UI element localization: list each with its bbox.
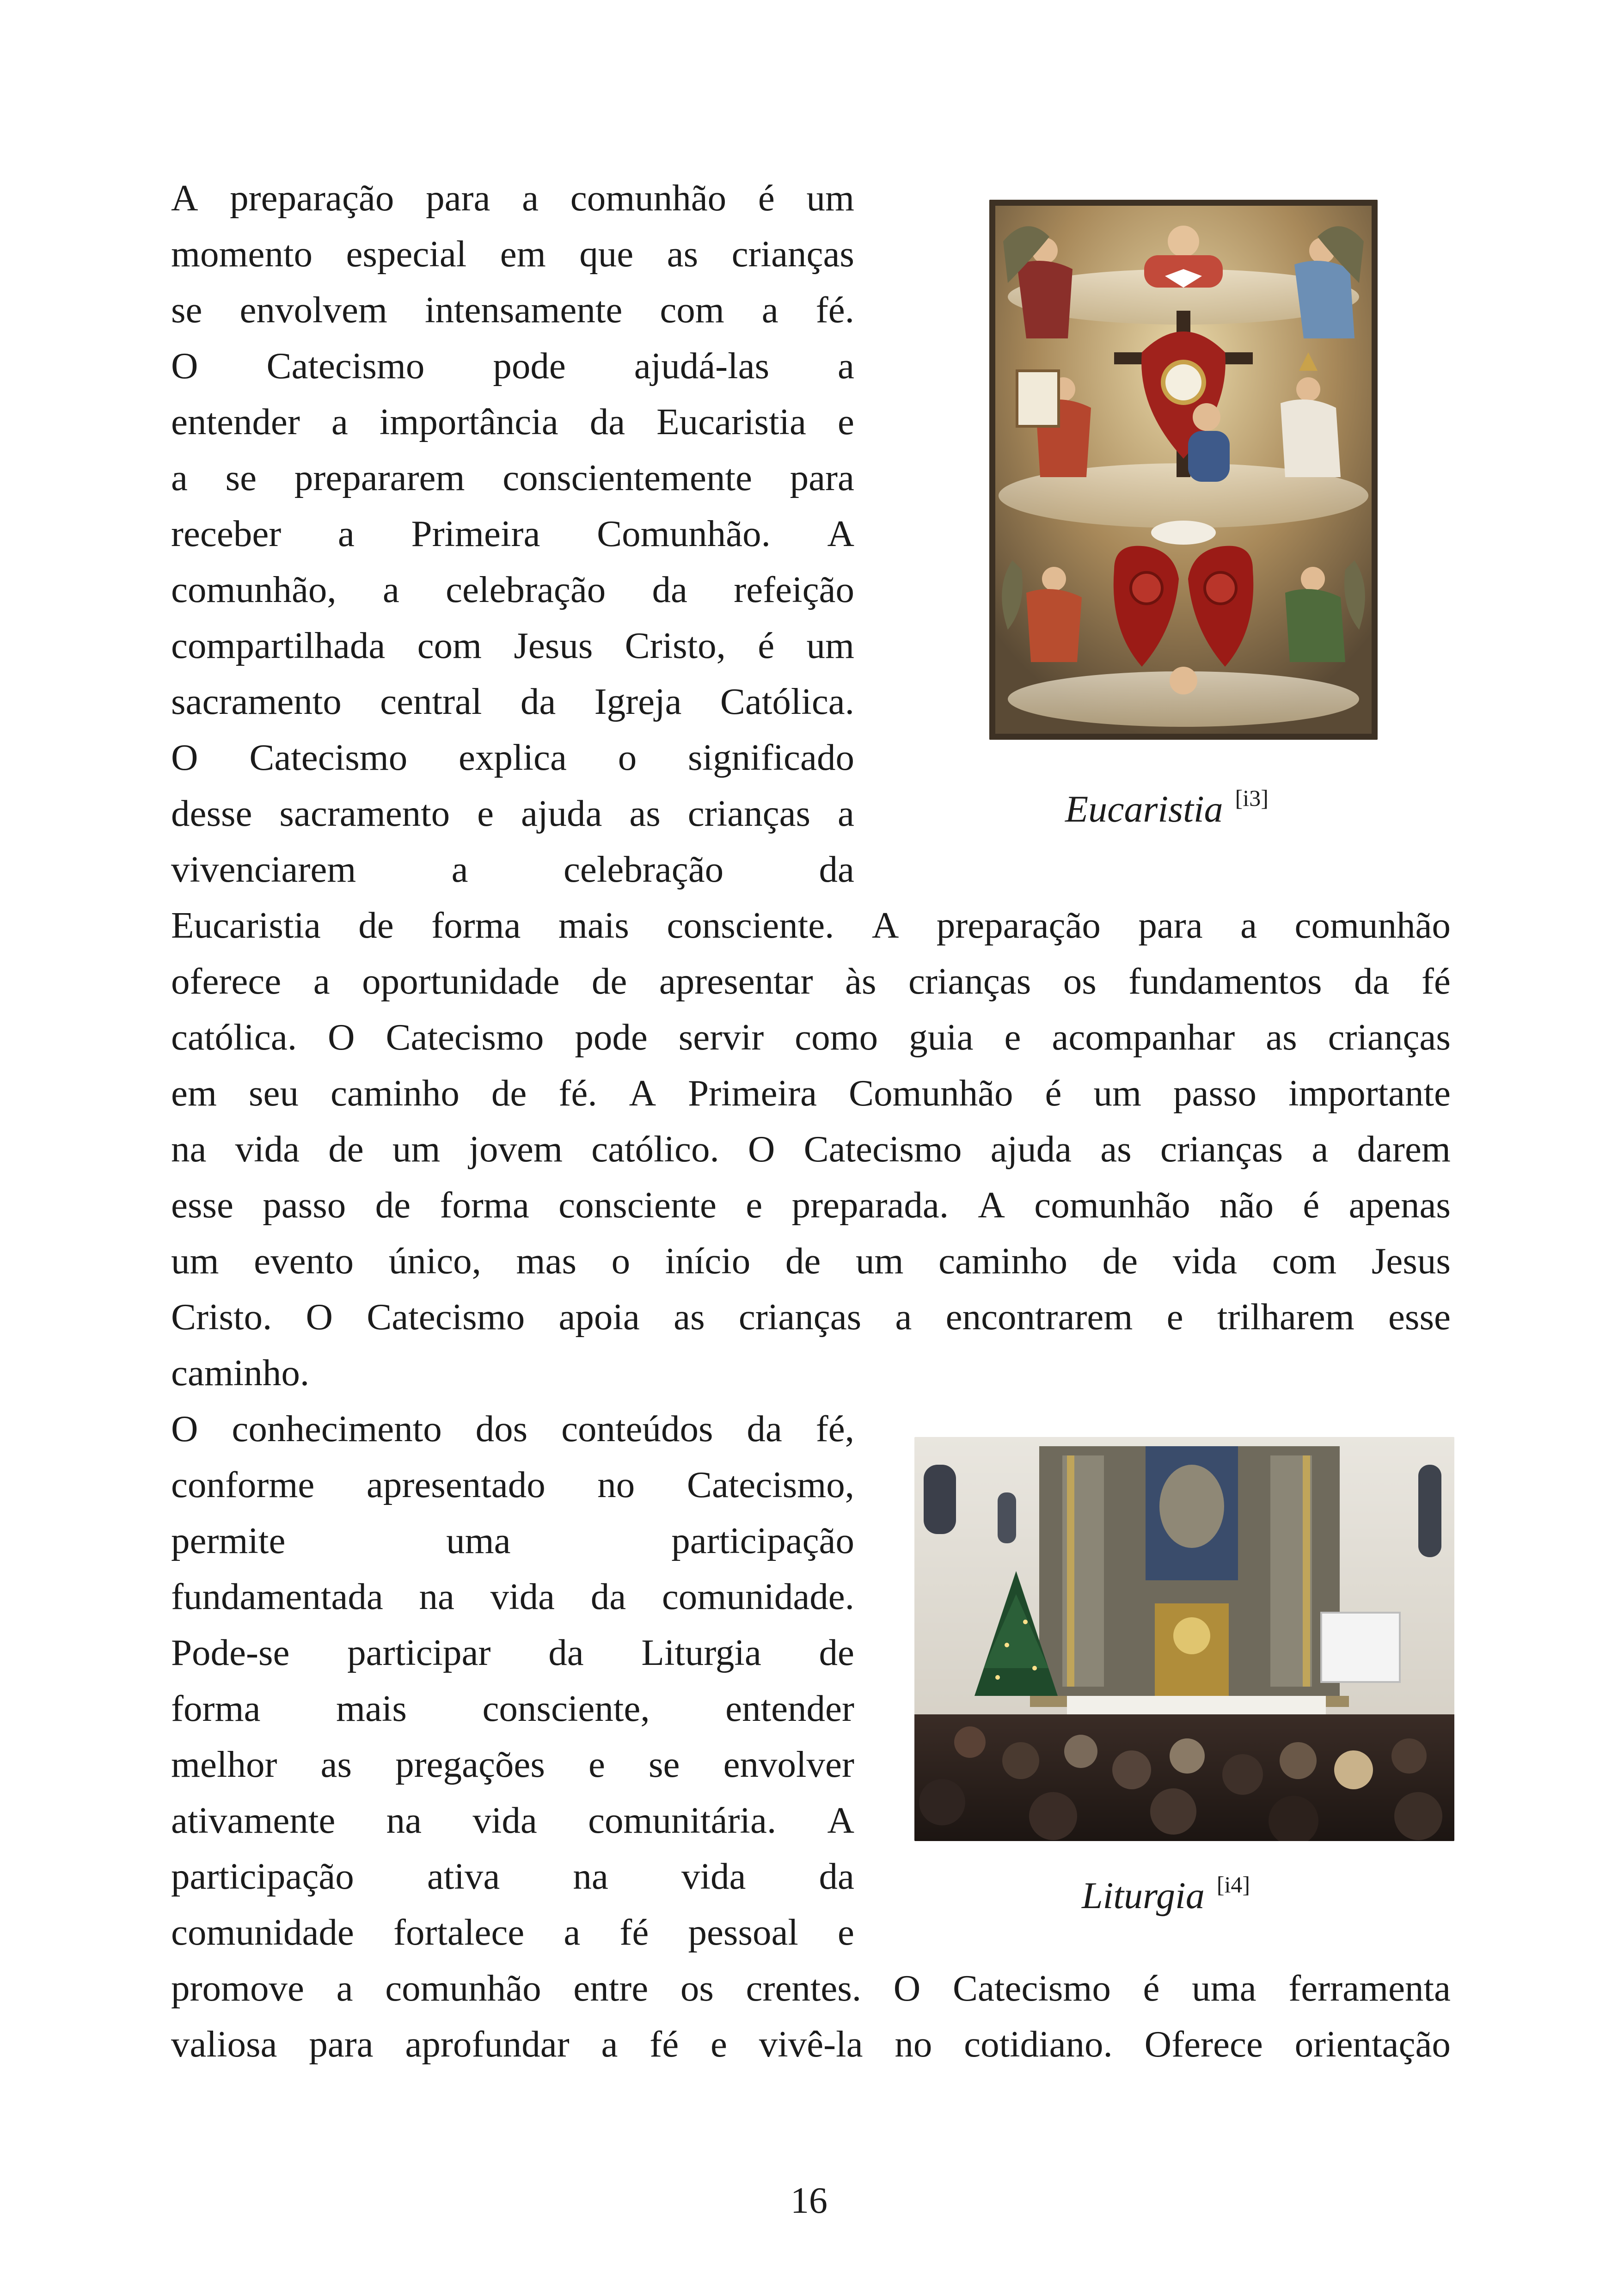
- text-line: esse passo de forma consciente e preparada. A comunhão não é apenas: [171, 1184, 1451, 1226]
- text-line: valiosa para aprofundar a fé e vivê-la no cotidiano. Oferece orientação: [171, 2023, 1451, 2065]
- liturgia-photo-image: [914, 1437, 1454, 1841]
- text-line: sacramento central da Igreja Católica.: [171, 681, 854, 722]
- text-line: se envolvem intensamente com a fé.: [171, 289, 854, 331]
- text-line: O Catecismo pode ajudá-las a: [171, 345, 854, 387]
- text-line: caminho.: [171, 1352, 310, 1394]
- text-line: permite uma participação: [171, 1520, 854, 1561]
- text-line: forma mais consciente, entender: [171, 1688, 854, 1729]
- text-line: ativamente na vida comunitária. A: [171, 1799, 854, 1841]
- text-line: fundamentada na vida da comunidade.: [171, 1576, 854, 1617]
- figure-caption-eucaristia: [1065, 786, 1269, 837]
- text-line: momento especial em que as crianças: [171, 233, 854, 275]
- eucaristia-painting-illustration: [989, 200, 1378, 740]
- caption-text: Eucaristia: [1065, 788, 1223, 830]
- text-line: melhor as pregações e se envolver: [171, 1743, 854, 1785]
- text-line: A preparação para a comunhão é um: [171, 177, 854, 219]
- text-line: Eucaristia de forma mais consciente. A preparação para a comunhão: [171, 904, 1451, 946]
- text-line: desse sacramento e ajuda as crianças a: [171, 792, 854, 834]
- text-line: compartilhada com Jesus Cristo, é um: [171, 625, 854, 666]
- text-line: promove a comunhão entre os crentes. O Catecismo é uma ferramenta: [171, 1967, 1451, 2009]
- text-line: participação ativa na vida da: [171, 1855, 854, 1897]
- text-line: comunhão, a celebração da refeição: [171, 569, 854, 610]
- text-line: comunidade fortalece a fé pessoal e: [171, 1911, 854, 1953]
- figure-caption-liturgia: [1082, 1872, 1250, 1923]
- text-line: oferece a oportunidade de apresentar às crianças os fundamentos da fé: [171, 960, 1451, 1002]
- text-line: receber a Primeira Comunhão. A: [171, 513, 854, 554]
- page-number: 16: [791, 2180, 827, 2221]
- eucaristia-painting-image: [989, 200, 1378, 740]
- caption-text: Liturgia: [1082, 1874, 1205, 1916]
- text-line: entender a importância da Eucaristia e: [171, 401, 854, 442]
- text-line: na vida de um jovem católico. O Catecismo ajuda as crianças a darem: [171, 1128, 1451, 1170]
- image-reference: [i4]: [1216, 1872, 1250, 1897]
- image-reference: [i3]: [1235, 785, 1269, 811]
- text-line: vivenciarem a celebração da: [171, 848, 854, 890]
- text-line: um evento único, mas o início de um caminho de vida com Jesus: [171, 1240, 1451, 1282]
- text-line: Cristo. O Catecismo apoia as crianças a encontrarem e trilharem esse: [171, 1296, 1451, 1338]
- text-line: em seu caminho de fé. A Primeira Comunhão é um passo importante: [171, 1072, 1451, 1114]
- church-interior-illustration: [914, 1437, 1454, 1841]
- text-line: O Catecismo explica o significado: [171, 737, 854, 778]
- text-line: O conhecimento dos conteúdos da fé,: [171, 1408, 854, 1449]
- text-line: conforme apresentado no Catecismo,: [171, 1464, 854, 1505]
- text-line: Pode-se participar da Liturgia de: [171, 1632, 854, 1673]
- text-line: a se prepararem conscientemente para: [171, 457, 854, 498]
- text-line: católica. O Catecismo pode servir como guia e acompanhar as crianças: [171, 1016, 1451, 1058]
